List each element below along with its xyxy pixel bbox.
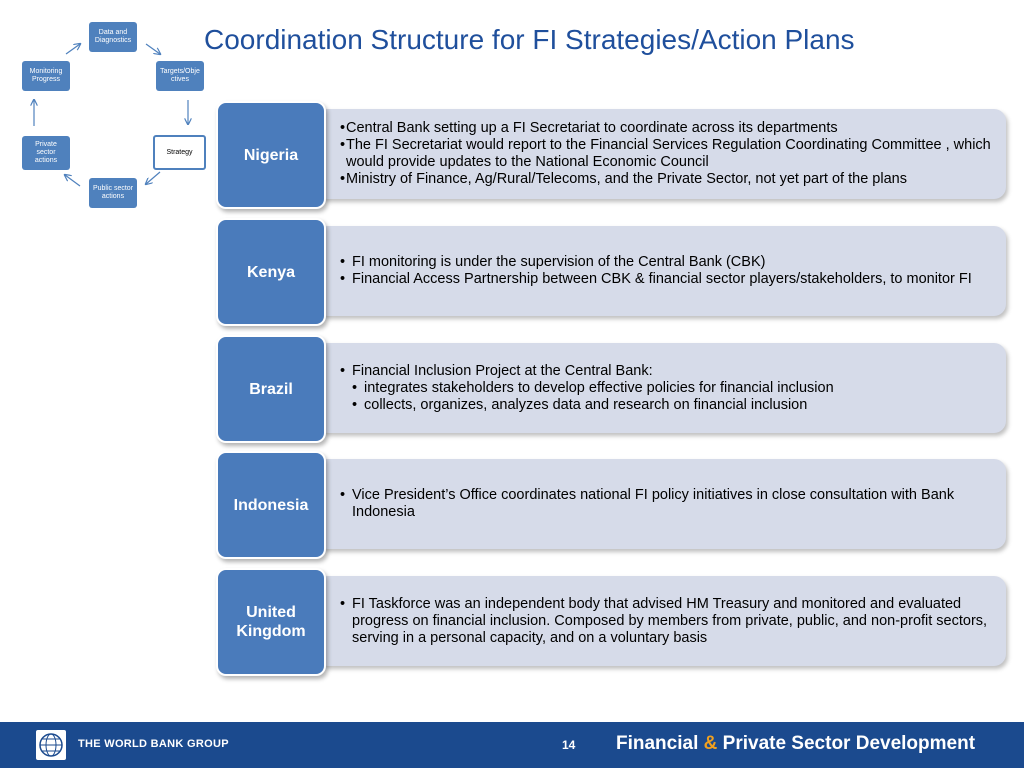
country-description bbox=[316, 343, 1006, 433]
page-number: 14 bbox=[562, 738, 576, 752]
brand-right: Private Sector Development bbox=[722, 733, 976, 754]
country-description bbox=[316, 109, 1006, 199]
bullet: • FI Taskforce was an independent body that advised HM Treasury and monitored and evaluated progress on financial inclusion. Composed by members from private, public, and non-profit sectors, serving in a personal capacity, and on a voluntary basis bbox=[340, 596, 994, 647]
cycle-node-monitoring: Monitoring Progress bbox=[22, 61, 70, 91]
cycle-arrow bbox=[146, 44, 160, 54]
department-brand bbox=[616, 733, 975, 755]
country-label: Indonesia bbox=[216, 451, 326, 559]
bullet: • FI monitoring is under the supervision of the Central Bank (CBK) bbox=[340, 254, 972, 271]
country-row-brazil bbox=[216, 335, 1008, 443]
brand-left: Financial bbox=[616, 733, 699, 754]
bullet: • Financial Inclusion Project at the Central Bank: bbox=[340, 363, 834, 380]
bullet: • Ministry of Finance, Ag/Rural/Telecoms, and the Private Sector, not yet part of the plans bbox=[340, 171, 994, 188]
bullet: • Central Bank setting up a FI Secretariat to coordinate across its departments bbox=[340, 120, 994, 137]
brand-ampersand: & bbox=[703, 733, 718, 754]
country-row-united-kingdom bbox=[216, 568, 1008, 676]
country-label: United Kingdom bbox=[216, 568, 326, 676]
cycle-node-private-sector: Private sector actions bbox=[22, 136, 70, 170]
cycle-node-data-diagnostics: Data and Diagnostics bbox=[89, 22, 137, 52]
country-row-indonesia bbox=[216, 451, 1008, 559]
globe-icon bbox=[36, 730, 66, 760]
page-title: Coordination Structure for FI Strategies/Action Plans bbox=[204, 24, 855, 55]
world-bank-logo bbox=[36, 730, 66, 760]
country-label: Nigeria bbox=[216, 101, 326, 209]
cycle-arrow bbox=[66, 44, 80, 54]
footer-bar bbox=[0, 722, 1024, 768]
country-row-nigeria bbox=[216, 101, 1008, 209]
cycle-arrow bbox=[146, 172, 160, 184]
bullet: • Vice President’s Office coordinates national FI policy initiatives in close consultation with Bank Indonesia bbox=[340, 487, 994, 521]
country-description bbox=[316, 459, 1006, 549]
country-label: Kenya bbox=[216, 218, 326, 326]
cycle-node-targets: Targets/Obje ctives bbox=[156, 61, 204, 91]
organization-name: THE WORLD BANK GROUP bbox=[78, 738, 229, 750]
bullet: • Financial Access Partnership between CBK & financial sector players/stakeholders, to monitor FI bbox=[340, 271, 972, 288]
cycle-arrow bbox=[65, 175, 80, 186]
cycle-node-strategy: Strategy bbox=[153, 135, 206, 170]
country-label: Brazil bbox=[216, 335, 326, 443]
country-description bbox=[316, 576, 1006, 666]
country-description bbox=[316, 226, 1006, 316]
country-row-kenya bbox=[216, 218, 1008, 326]
cycle-node-public-sector: Public sector actions bbox=[89, 178, 137, 208]
sub-bullet: • integrates stakeholders to develop effective policies for financial inclusion bbox=[352, 380, 834, 397]
sub-bullet: • collects, organizes, analyzes data and research on financial inclusion bbox=[352, 397, 834, 414]
bullet: • The FI Secretariat would report to the Financial Services Regulation Coordinating Committee , which would provide updates to the National Economic Council bbox=[340, 137, 994, 171]
